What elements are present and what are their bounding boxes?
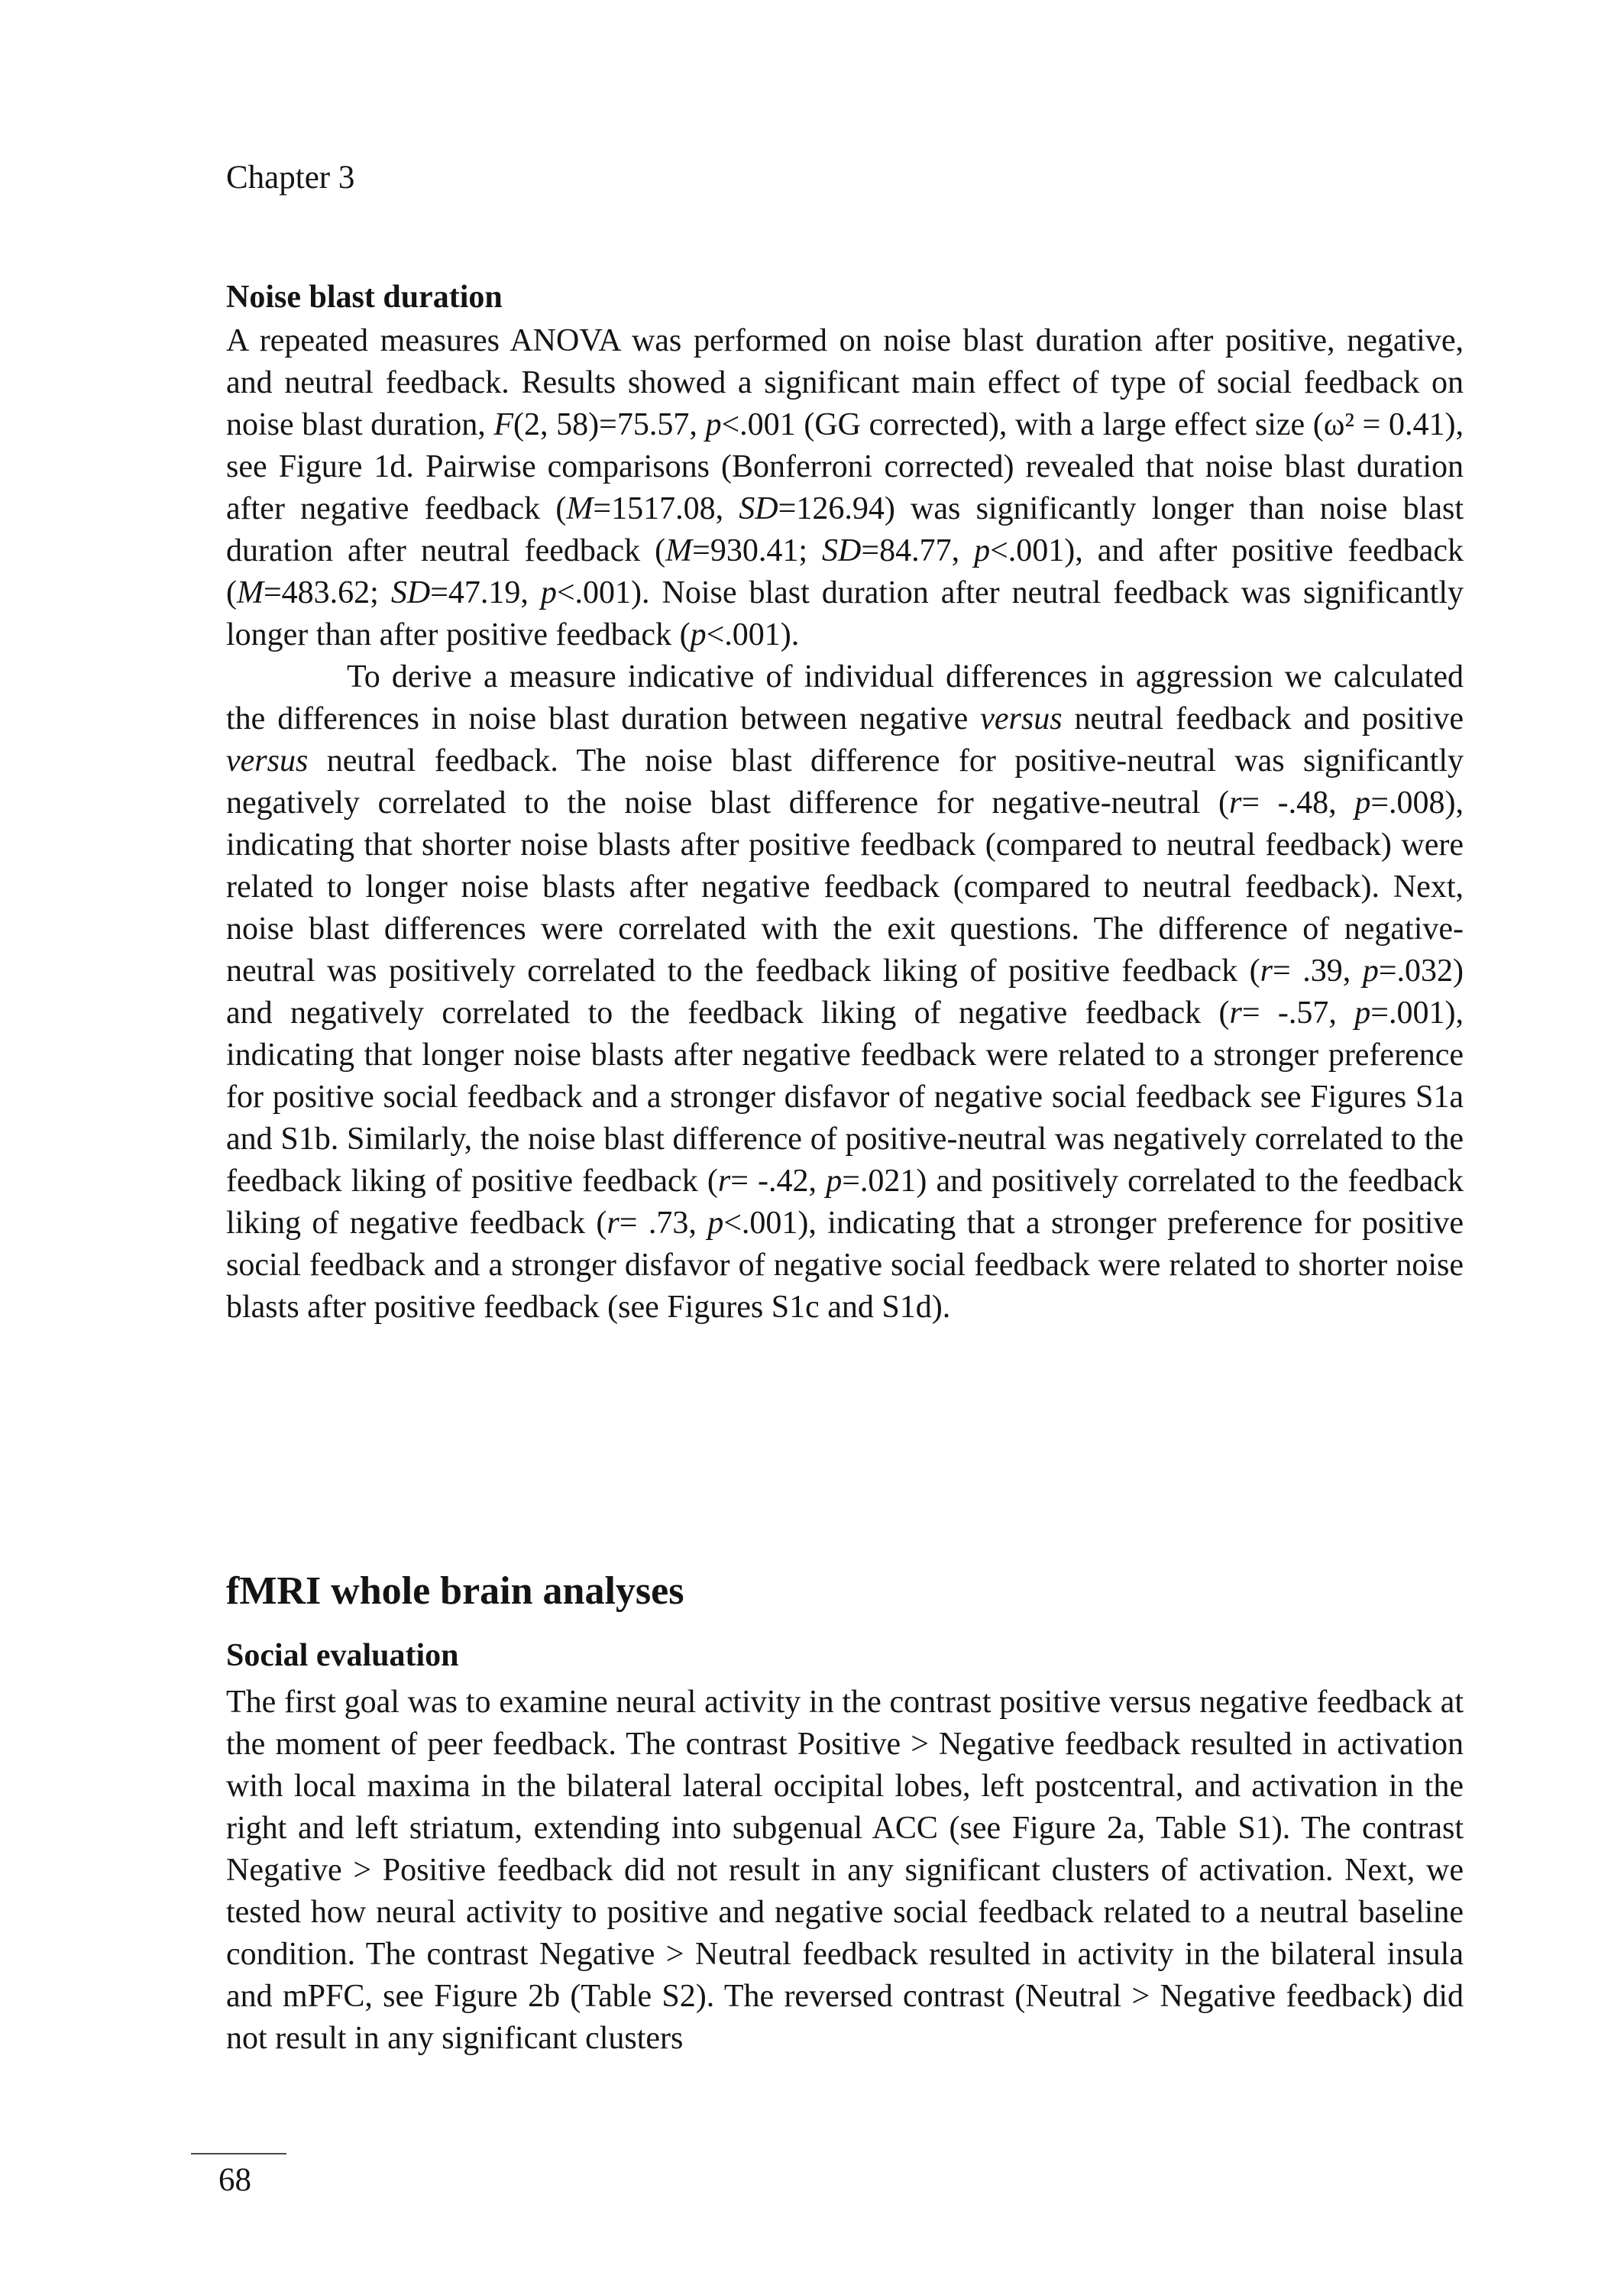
text-run: (2, 58)=75.57, bbox=[513, 407, 706, 442]
text-run: <.001). Noise blast duration after neutral feedback was significantly longer than after positive feedback ( bbox=[226, 575, 1464, 652]
paragraph-aggression-measure bbox=[226, 656, 1464, 1329]
section-noise-blast bbox=[226, 277, 1464, 1329]
text-run: neutral feedback and positive bbox=[1062, 701, 1464, 736]
stat-symbol: p bbox=[826, 1164, 843, 1199]
text-run: =930.41; bbox=[692, 533, 823, 568]
text-run: = .73, bbox=[619, 1206, 708, 1241]
paragraph-social-evaluation bbox=[226, 1682, 1464, 2060]
text-run: =.032) and negatively correlated to the feedback liking of negative feedback ( bbox=[226, 953, 1464, 1031]
stat-symbol: p bbox=[690, 617, 707, 652]
text-run: =.001), indicating that longer noise blasts after negative feedback were related to a stronger preference for positive social feedback and a stronger disfavor of negative social feedback see Figures S1a and S1b. Similarly, the noise blast difference of positive-neutral was negatively correlated to the feedback liking of positive feedback ( bbox=[226, 995, 1464, 1199]
text-run: A repeated measures ANOVA was performed on noise blast duration after positive, negative, and neutral feedback. Results showed a significant main effect of type of social feedback on noise blast duration, bbox=[226, 323, 1464, 442]
text-run: = .39, bbox=[1273, 953, 1363, 989]
text-run: = -.42, bbox=[730, 1164, 827, 1199]
stat-symbol: SD bbox=[739, 491, 778, 526]
text-run: <.001 (GG corrected), with a large effect size (ω² = 0.41), see Figure 1d. Pairwise comparisons (Bonferroni corrected) revealed that noise blast duration after negative feedback ( bbox=[226, 407, 1464, 526]
stat-symbol: versus bbox=[226, 743, 309, 779]
stat-symbol: versus bbox=[980, 701, 1063, 736]
text-run: <.001). bbox=[706, 617, 800, 652]
section-heading-fmri-whole-brain-analyses: fMRI whole brain analyses bbox=[226, 1569, 684, 1613]
stat-symbol: r bbox=[1228, 785, 1242, 821]
stat-symbol: r bbox=[607, 1206, 620, 1241]
text-run: <.001), indicating that a stronger preference for positive social feedback and a stronger disfavor of negative social feedback were related to shorter noise blasts after positive feedback (see Figures S1c and S1d). bbox=[226, 1206, 1464, 1325]
stat-symbol: p bbox=[1354, 785, 1371, 821]
stat-symbol: p bbox=[974, 533, 991, 568]
text-run: =483.62; bbox=[264, 575, 391, 610]
text-run: = -.48, bbox=[1241, 785, 1355, 821]
text-run: =.008), indicating that shorter noise blasts after positive feedback (compared to neutral feedback) were related to longer noise blasts after negative feedback (compared to neutral feedback). Next, noise blast differences were correlated with the exit questions. The difference of negative-neutral was positively correlated to the feedback liking of positive feedback ( bbox=[226, 785, 1464, 989]
text-run: =47.19, bbox=[430, 575, 541, 610]
page-number: 68 bbox=[218, 2162, 251, 2198]
paragraph-anova-results bbox=[226, 320, 1464, 656]
stat-symbol: M bbox=[566, 491, 594, 526]
stat-symbol: p bbox=[705, 407, 722, 442]
text-run: =126.94) was significantly longer than noise blast duration after neutral feedback ( bbox=[226, 491, 1464, 568]
stat-symbol: r bbox=[1260, 953, 1273, 989]
stat-symbol: SD bbox=[822, 533, 862, 568]
stat-symbol: F bbox=[493, 407, 514, 442]
stat-symbol: r bbox=[1229, 995, 1242, 1031]
stat-symbol: M bbox=[237, 575, 264, 610]
stat-symbol: p bbox=[1362, 953, 1379, 989]
text-run: neutral feedback. The noise blast difference for positive-neutral was significantly negatively correlated to the noise blast difference for negative-neutral ( bbox=[226, 743, 1464, 821]
stat-symbol: p bbox=[707, 1206, 724, 1241]
footer-rule bbox=[191, 2153, 286, 2154]
text-run: =84.77, bbox=[861, 533, 975, 568]
text-run: The first goal was to examine neural activity in the contrast positive versus negative feedback at the moment of peer feedback. The contrast Positive > Negative feedback resulted in activation with local maxima in the bilateral lateral occipital lobes, left postcentral, and activation in the right and left striatum, extending into subgenual ACC (see Figure 2a, Table S1). The contrast Negative > Positive feedback did not result in any significant clusters of activation. Next, we tested how neural activity to positive and negative social feedback related to a neutral baseline condition. The contrast Negative > Neutral feedback resulted in activity in the bilateral insula and mPFC, see Figure 2b (Table S2). The reversed contrast (Neutral > Negative feedback) did not result in any significant clusters bbox=[226, 1685, 1464, 2056]
subsection-heading-social-evaluation: Social evaluation bbox=[226, 1638, 459, 1673]
text-run: = -.57, bbox=[1241, 995, 1355, 1031]
text-run: To derive a measure indicative of individual differences in aggression we calculated the differences in noise blast duration between negative bbox=[226, 659, 1464, 736]
stat-symbol: p bbox=[540, 575, 557, 610]
subsection-heading-noise-blast-duration: Noise blast duration bbox=[226, 280, 503, 315]
stat-symbol: SD bbox=[390, 575, 431, 610]
stat-symbol: p bbox=[1354, 995, 1371, 1031]
text-run: <.001), and after positive feedback ( bbox=[226, 533, 1464, 610]
stat-symbol: r bbox=[717, 1164, 731, 1199]
text-run: =.021) and positively correlated to the feedback liking of negative feedback ( bbox=[226, 1164, 1464, 1241]
running-header: Chapter 3 bbox=[226, 160, 355, 196]
section-fmri-whole-brain bbox=[226, 1568, 1464, 2060]
text-run: =1517.08, bbox=[593, 491, 739, 526]
stat-symbol: M bbox=[665, 533, 693, 568]
